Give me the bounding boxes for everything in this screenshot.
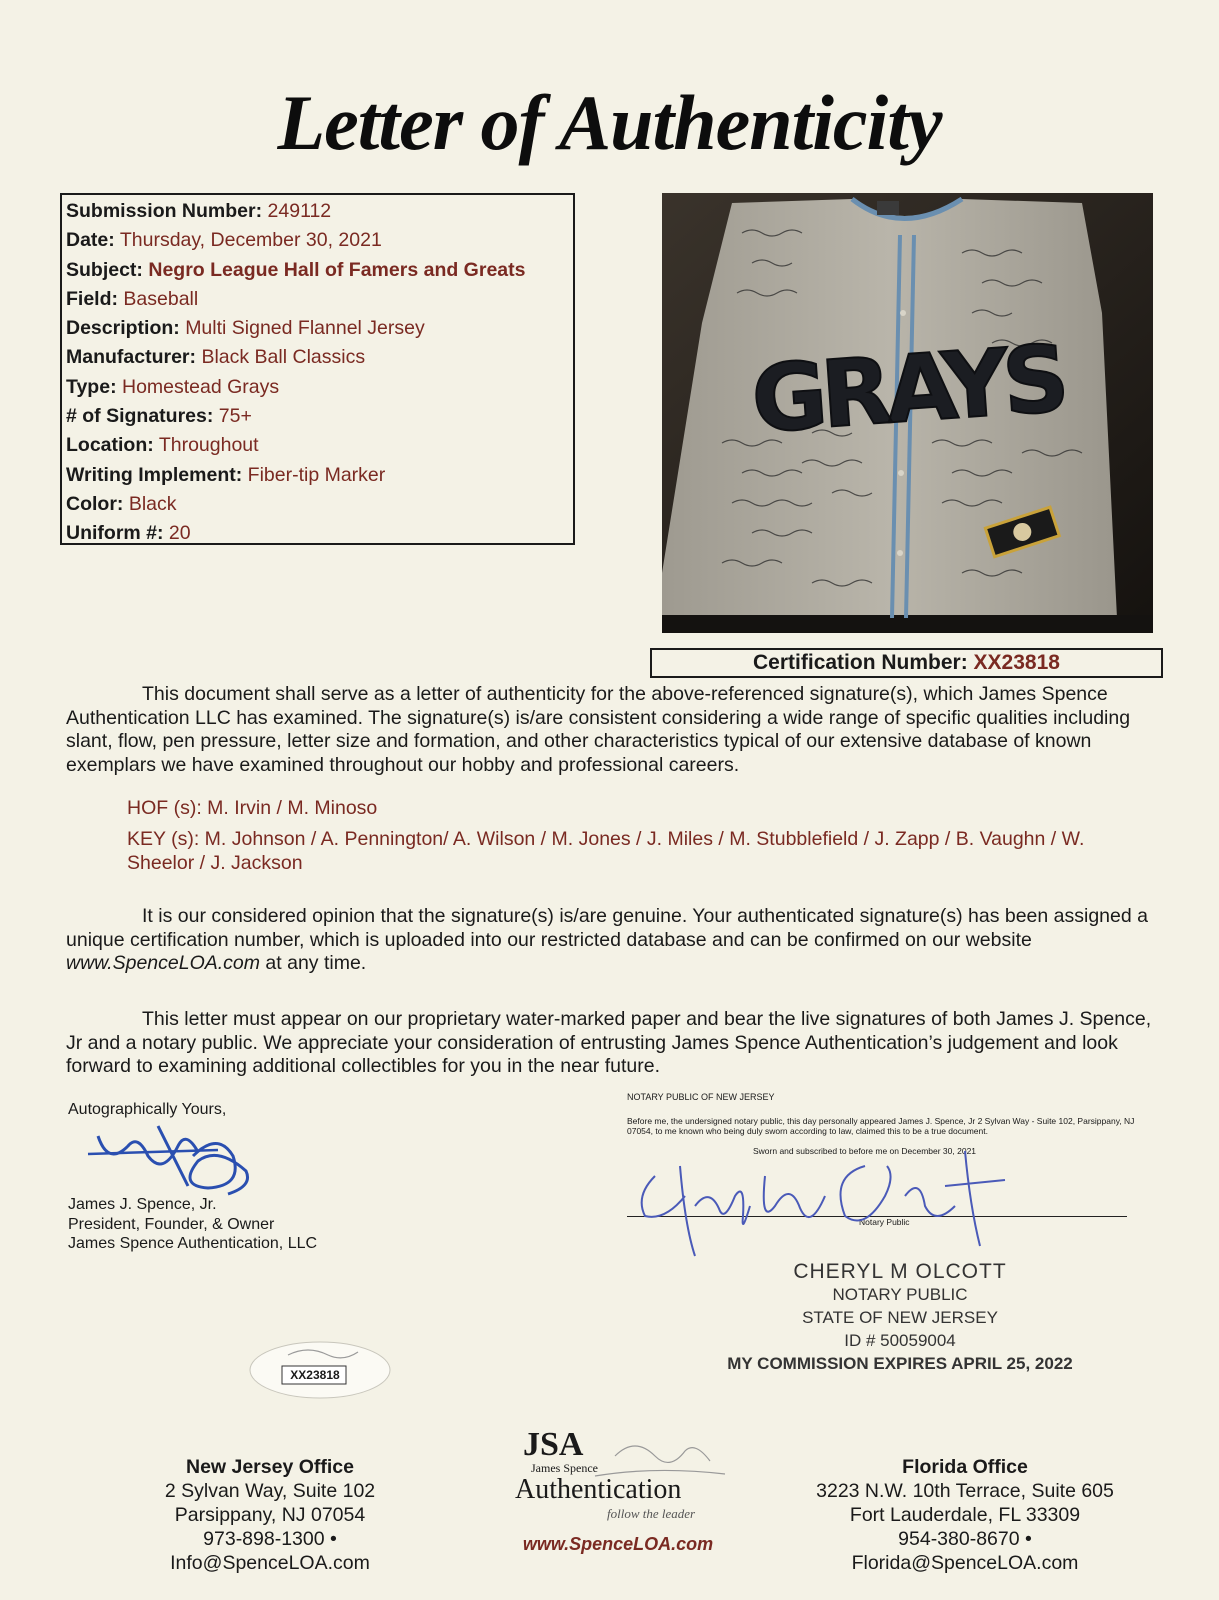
info-row-description: Description: Multi Signed Flannel Jersey xyxy=(66,317,425,340)
info-row-field: Field: Baseball xyxy=(66,287,199,310)
jersey-lettering: GRAYS xyxy=(748,325,1067,454)
info-row-manufacturer: Manufacturer: Black Ball Classics xyxy=(66,346,366,369)
authenticity-paragraph: This document shall serve as a letter of authenticity for the above-referenced signature(s), which James Spence Authentication LLC has examined. The signature(s) is/are consistent considering a wide range of specific qualities including slant, flow, pen pressure, letter size and formation, and other characteristics typical of our extensive database of known exemplars we have examined throughout our hobby and professional careers. xyxy=(66,683,1131,777)
info-row-type: Type: Homestead Grays xyxy=(66,375,280,398)
sticker-number: XX23818 xyxy=(290,1368,340,1382)
info-row-subject: Subject: Negro League Hall of Famers and Greats xyxy=(66,258,526,281)
info-row-location: Location: Throughout xyxy=(66,434,259,457)
info-row-uniform: Uniform #: 20 xyxy=(66,522,191,545)
info-row-color: Color: Black xyxy=(66,492,177,515)
jsa-logo: JSA James Spence Authentication follow the leader xyxy=(495,1426,735,1536)
jersey-illustration xyxy=(662,193,1153,633)
signoff-block: Autographically Yours, James J. Spence, Jr. President, Founder, & Owner James Spence Authentication, LLC xyxy=(68,1101,318,1252)
jersey-photo xyxy=(662,193,1153,633)
website-link[interactable]: www.SpenceLOA.com xyxy=(522,1534,714,1554)
notary-block: NOTARY PUBLIC OF NEW JERSEY Before me, the undersigned notary public, this day personally appeared James J. Spence, Jr 2 Sylvan Way - Suite 102, Parsippany, NJ 07054, to me known who being duly sworn according to law, claimed this to be a true document. Sworn and subscribed to before me on December 30, 2021 Notary Public xyxy=(627,1092,1147,1156)
fl-office: Florida Office 3223 N.W. 10th Terrace, Suite 605 Fort Lauderdale, FL 33309 954-380-8670 • Florida@SpenceLOA.com xyxy=(816,1456,1114,1574)
info-row-date: Date: Thursday, December 30, 2021 xyxy=(66,229,382,252)
submission-info-box xyxy=(60,193,575,545)
notary-stamp: CHERYL M OLCOTT NOTARY PUBLIC STATE OF NEW JERSEY ID # 50059004 MY COMMISSION EXPIRES APRIL 25, 2022 xyxy=(727,1260,1073,1373)
watermark-paragraph: This letter must appear on our proprietary water-marked paper and bear the live signatures of both James J. Spence, Jr and a notary public. We appreciate your consideration of entrusting James Spence Authentication’s judgement and look forward to examining additional collectibles for you in the near future. xyxy=(66,1008,1152,1078)
certification-number: XX23818 xyxy=(973,651,1060,674)
info-row-signatures: # of Signatures: 75+ xyxy=(66,405,252,428)
notary-signature xyxy=(625,1136,1025,1266)
page-title: Letter of Authenticity xyxy=(277,79,942,166)
jsa-logo-signature xyxy=(495,1436,735,1526)
nj-office: New Jersey Office 2 Sylvan Way, Suite 102 Parsippany, NJ 07054 973-898-1300 • Info@SpenceLOA.com xyxy=(164,1456,376,1574)
info-row-submission: Submission Number: 249112 xyxy=(66,200,332,222)
key-signatures: KEY (s): M. Johnson / A. Pennington/ A. Wilson / M. Jones / J. Miles / M. Stubblefield / J. Zapp / B. Vaughn / W. Sheelor / J. Jackson xyxy=(127,828,1085,874)
hof-signatures: HOF (s): M. Irvin / M. Minoso xyxy=(127,797,378,819)
certification-number-box: Certification Number: XX23818 xyxy=(650,648,1163,678)
opinion-paragraph: It is our considered opinion that the signature(s) is/are genuine. Your authenticated signature(s) has been assigned a unique certification number, which is uploaded into our restricted database and can be confirmed on our website www.SpenceLOA.com at any time. xyxy=(66,905,1148,975)
website-link-inline[interactable]: www.SpenceLOA.com xyxy=(66,952,261,975)
spence-signature xyxy=(68,1116,268,1198)
jsa-hologram-sticker xyxy=(248,1340,392,1400)
info-row-implement: Writing Implement: Fiber-tip Marker xyxy=(66,463,386,486)
